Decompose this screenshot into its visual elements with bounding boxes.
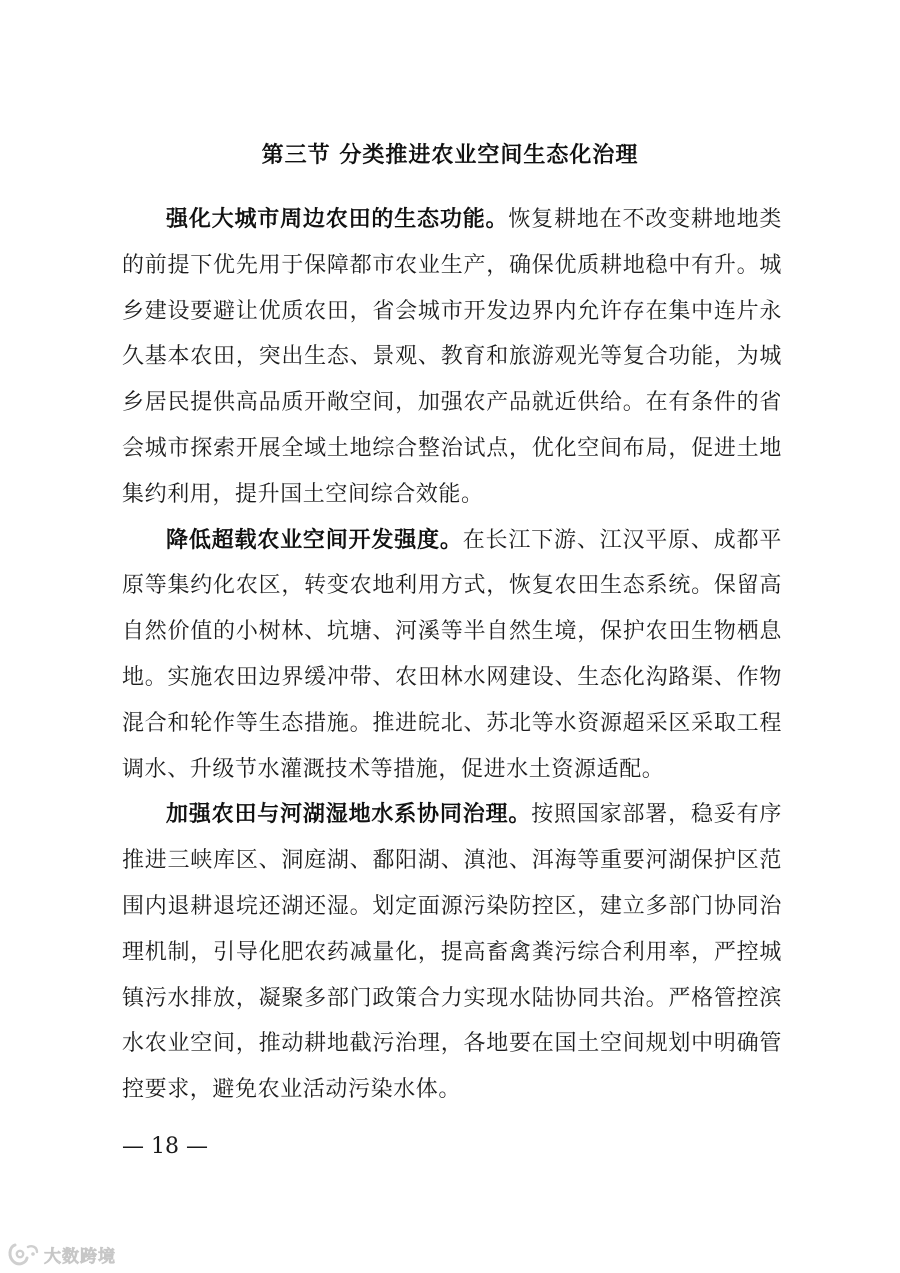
- paragraph-2-text: 在长江下游、江汉平原、成都平原等集约化农区，转变农地利用方式，恢复农田生态系统。保留高自然价值的小树林、坑塘、河溪等半自然生境，保护农田生物栖息地。实施农田边界缓冲带、农田林水网建设、生态化沟路渠、作物混合和轮作等生态措施。推进皖北、苏北等水资源超采区采取工程调水、升级节水灌溉技术等措施，促进水土资源适配。: [122, 527, 782, 782]
- paragraph-1-text: 恢复耕地在不改变耕地地类的前提下优先用于保障都市农业生产，确保优质耕地稳中有升。城乡建设要避让优质农田，省会城市开发边界内允许存在集中连片永久基本农田，突出生态、景观、教育和旅游观光等复合功能，为城乡居民提供高品质开敞空间，加强农产品就近供给。在有条件的省会城市探索开展全域土地综合整治试点，优化空间布局，促进土地集约利用，提升国土空间综合效能。: [122, 207, 782, 507]
- paragraph-1: [122, 197, 782, 518]
- page-number: — 18 —: [122, 1134, 208, 1159]
- paragraph-3-text: 按照国家部署，稳妥有序推进三峡库区、洞庭湖、鄱阳湖、滇池、洱海等重要河湖保护区范围内退耕退垸还湖还湿。划定面源污染防控区，建立多部门协同治理机制，引导化肥农药减量化，提高畜禽粪污综合利用率，严控城镇污水排放，凝聚多部门政策合力实现水陆协同共治。严格管控滨水农业空间，推动耕地截污治理，各地要在国土空间规划中明确管控要求，避免农业活动污染水体。: [122, 802, 782, 1103]
- paragraph-3: [122, 792, 782, 1113]
- paragraph-1-lead: 强化大城市周边农田的生态功能。: [166, 206, 509, 232]
- paragraph-2: [122, 518, 782, 793]
- watermark: [6, 1240, 116, 1268]
- brand-logo-icon: [6, 1241, 40, 1267]
- watermark-text: 大数跨境: [44, 1246, 116, 1267]
- paragraph-2-lead: 降低超载农业空间开发强度。: [166, 526, 463, 553]
- section-title: 第三节 分类推进农业空间生态化治理: [261, 143, 639, 168]
- body-text: [122, 197, 782, 1113]
- paragraph-3-lead: 加强农田与河湖湿地水系协同治理。: [166, 801, 532, 828]
